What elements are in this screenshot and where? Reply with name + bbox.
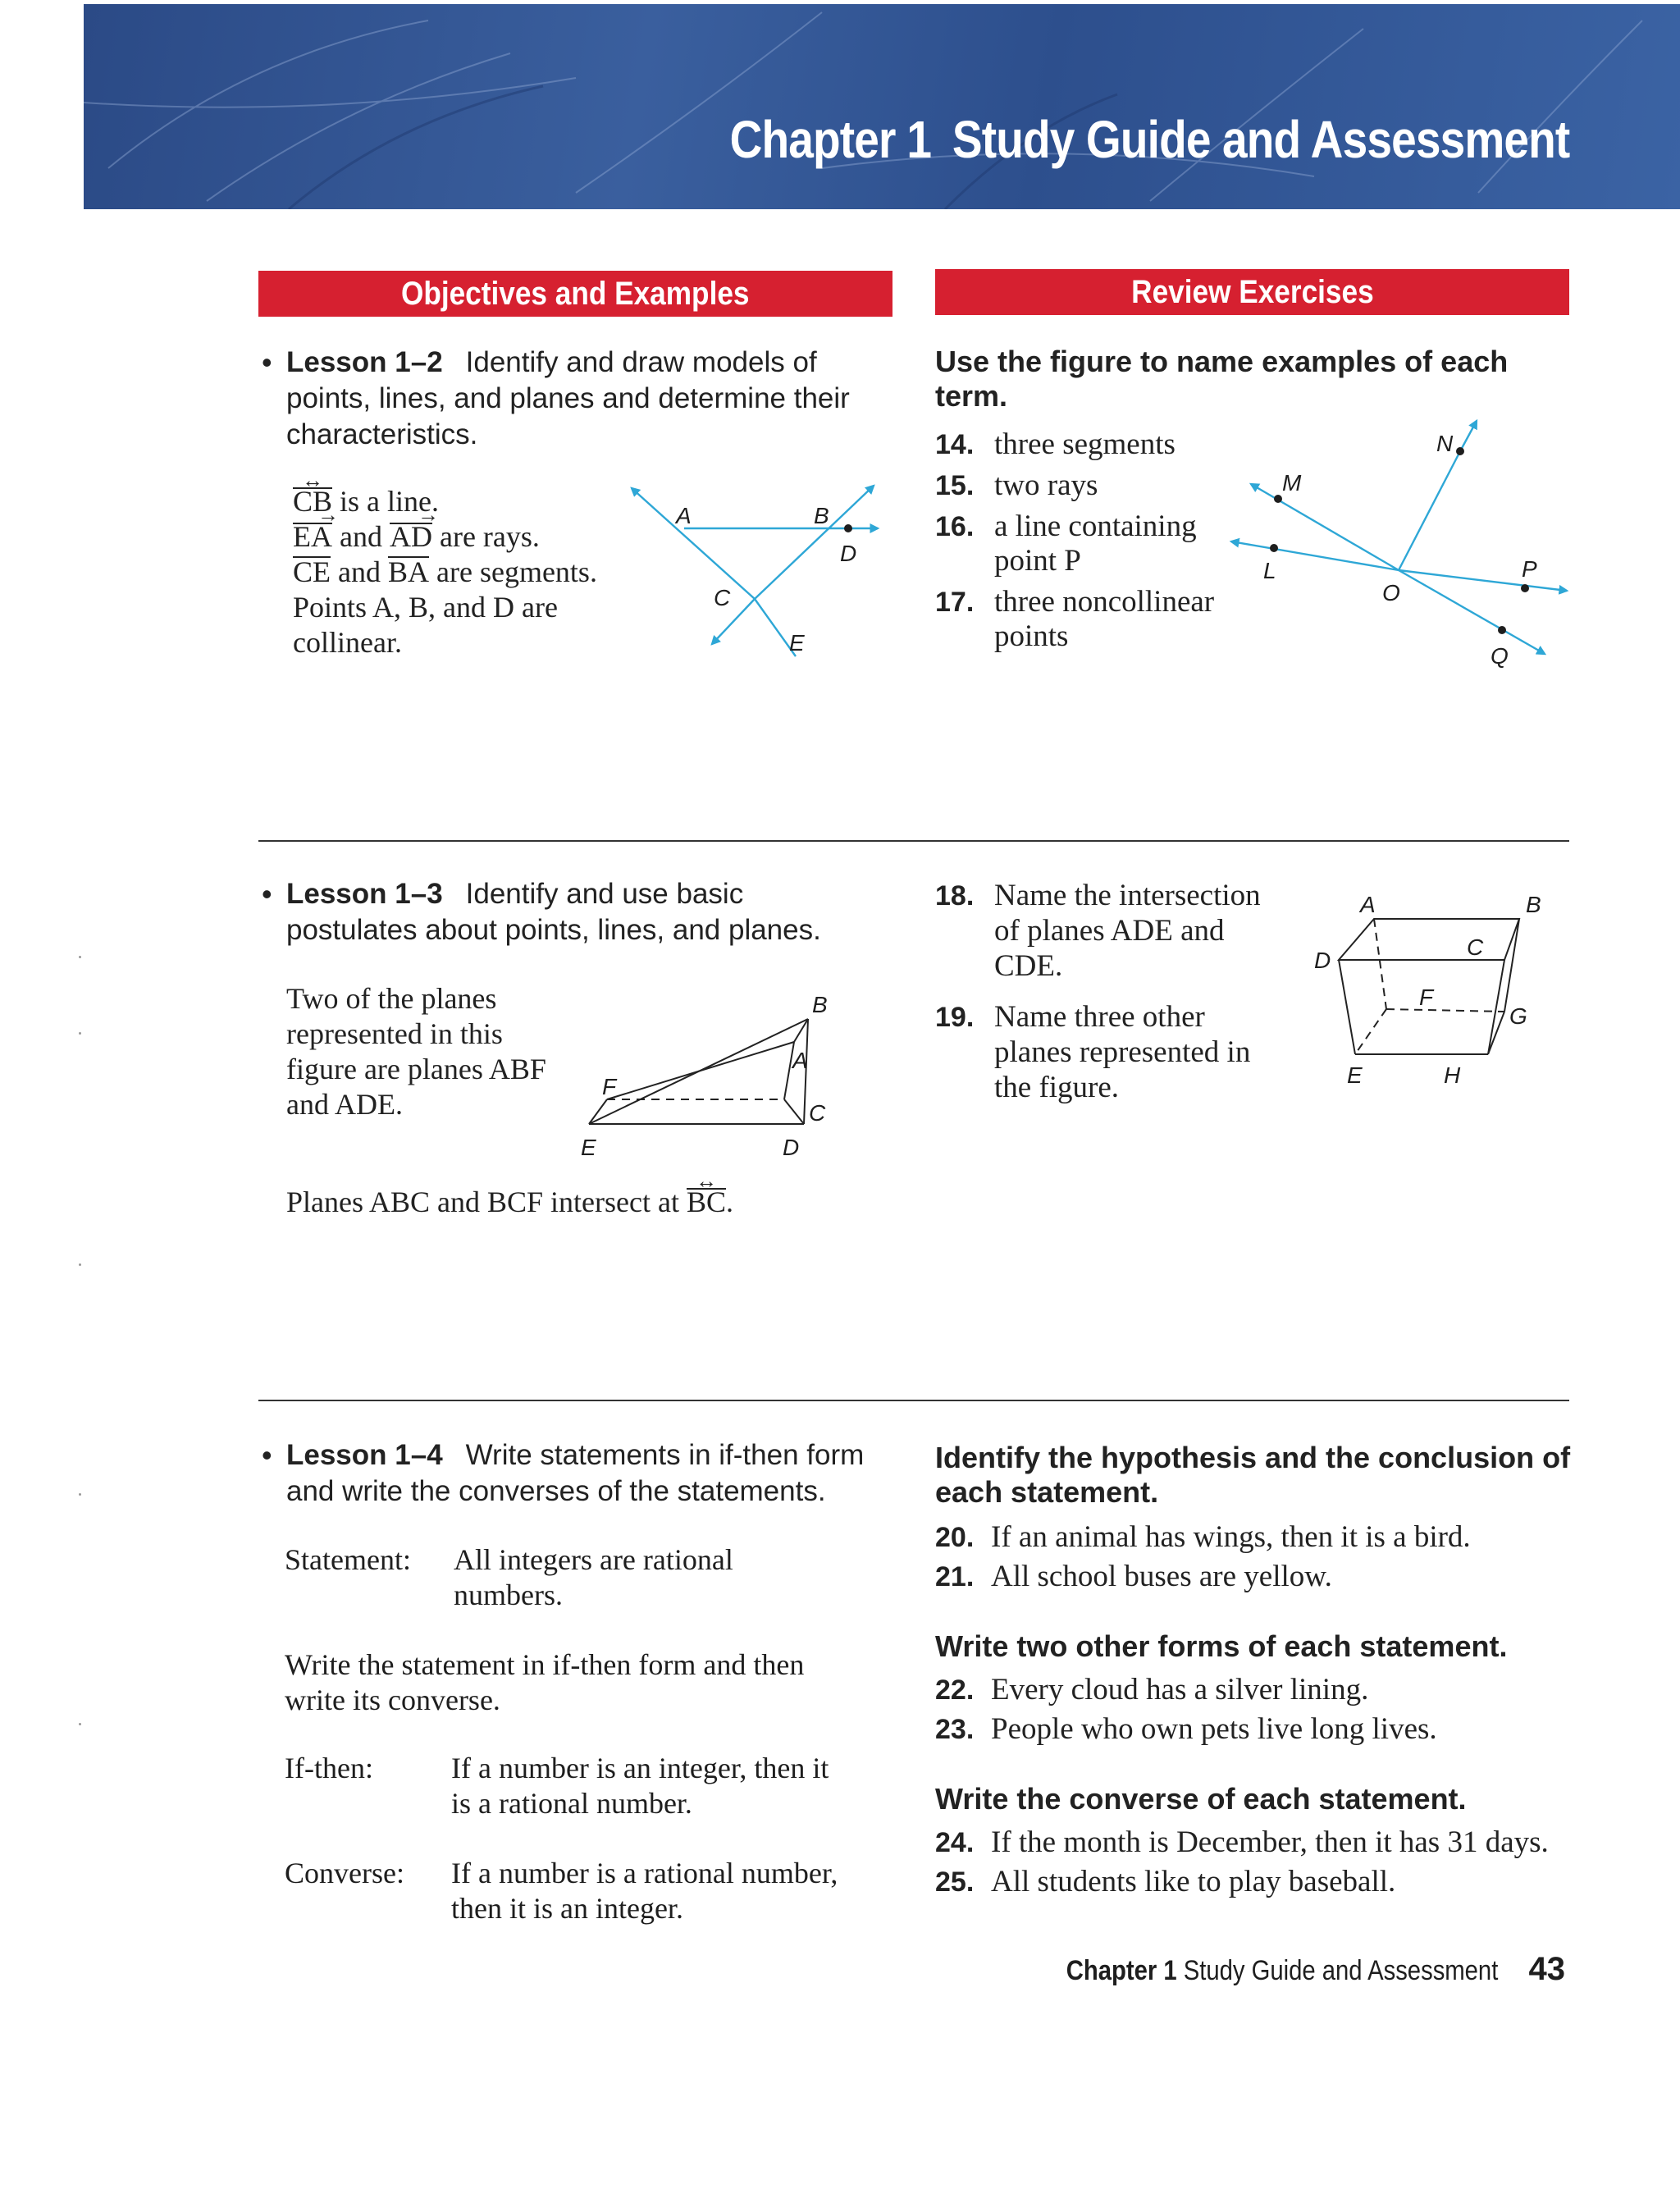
- objective-text: Write statements in if-then form and write the converses of the statements.: [286, 1439, 865, 1507]
- label-h: H: [1444, 1062, 1461, 1088]
- bullet-icon: •: [262, 877, 272, 911]
- lesson-1-3-objective: [262, 876, 877, 948]
- converse-label: Converse:: [285, 1857, 404, 1889]
- margin-mark: [79, 1493, 81, 1496]
- statement-line: numbers.: [454, 1579, 563, 1611]
- label-a: A: [792, 1048, 808, 1073]
- line-cb: CB ↔: [293, 484, 332, 519]
- figure-lines-rays: [623, 476, 894, 665]
- label-n: N: [1436, 431, 1454, 456]
- exercise-number: 20.: [935, 1522, 975, 1553]
- example-line: represented in this: [286, 1017, 503, 1050]
- label-l: L: [1263, 558, 1276, 583]
- exercise-number: 17.: [935, 587, 975, 618]
- exercise-18: [935, 878, 1312, 986]
- margin-mark: [79, 1723, 81, 1725]
- label-p: P: [1522, 556, 1537, 582]
- example-line: [293, 519, 597, 555]
- banner-title-rest: Study Guide and Assessment: [952, 110, 1569, 169]
- exercise-23: [935, 1711, 1591, 1748]
- label-m: M: [1282, 470, 1302, 496]
- exercise-text: If an animal has wings, then it is a bird.: [991, 1520, 1471, 1554]
- figure-prism: [1304, 886, 1550, 1091]
- example-text: .: [726, 1186, 733, 1218]
- exercise-text: People who own pets live long lives.: [991, 1712, 1437, 1746]
- footer-title: Study Guide and Assessment: [1183, 1955, 1499, 1986]
- lesson-1-2-example: [293, 484, 597, 660]
- converse-line: then it is an integer.: [451, 1892, 683, 1925]
- margin-mark: [79, 956, 81, 958]
- lesson-1-3-bottom: [286, 1185, 733, 1220]
- statement-text: [454, 1542, 733, 1613]
- instruction-text: [285, 1647, 804, 1718]
- exercise-number: 25.: [935, 1866, 975, 1898]
- page-footer: [996, 1951, 1565, 1988]
- chapter-banner: [84, 4, 1680, 209]
- exercise-text: a line containing: [994, 509, 1197, 543]
- example-text: are segments.: [429, 555, 597, 588]
- segment-ba: BA: [388, 555, 430, 588]
- exercise-text: points: [994, 619, 1069, 653]
- banner-texture: [84, 4, 1680, 209]
- page-number: 43: [1528, 1951, 1565, 1987]
- exercise-text: Every cloud has a silver lining.: [991, 1673, 1369, 1706]
- exercise-text: All school buses are yellow.: [991, 1560, 1332, 1593]
- exercise-24: [935, 1825, 1591, 1861]
- example-line: [293, 555, 597, 590]
- example-line: and ADE.: [286, 1088, 403, 1121]
- margin-mark: [79, 1032, 81, 1035]
- example-line: Two of the planes: [286, 982, 497, 1015]
- exercise-22: [935, 1672, 1591, 1708]
- exercise-number: 23.: [935, 1714, 975, 1745]
- label-d: D: [783, 1135, 800, 1160]
- label-c: C: [1467, 934, 1484, 960]
- example-line: collinear.: [293, 626, 402, 659]
- label-e: E: [581, 1135, 596, 1160]
- exercise-number: 18.: [935, 880, 975, 911]
- exercise-number: 16.: [935, 511, 975, 542]
- footer-chapter: Chapter 1: [1066, 1955, 1177, 1986]
- exercise-number: 14.: [935, 429, 975, 460]
- example-text: are rays.: [431, 520, 540, 553]
- example-line: Points A, B, and D are: [293, 591, 558, 624]
- review-3-instruction-c: Write the converse of each statement.: [935, 1782, 1467, 1816]
- example-text: and: [331, 555, 388, 588]
- label-o: O: [1382, 580, 1400, 605]
- section-divider: [258, 840, 1569, 842]
- objective-text: Identify and use basic postulates about points, lines, and planes.: [286, 878, 821, 946]
- exercise-number: 24.: [935, 1827, 975, 1858]
- exercise-text: three segments: [994, 427, 1176, 461]
- label-q: Q: [1491, 643, 1509, 669]
- segment-ce: CE: [293, 555, 331, 588]
- ifthen-label: If-then:: [285, 1752, 373, 1784]
- ray-ad: AD →: [390, 519, 432, 555]
- review-header: Review Exercises: [935, 269, 1569, 315]
- label-f: F: [602, 1074, 617, 1099]
- exercise-number: 22.: [935, 1674, 975, 1706]
- exercise-text: two rays: [994, 468, 1098, 502]
- banner-chapter-number: 1: [906, 110, 931, 169]
- label-b: B: [812, 992, 828, 1017]
- exercise-text: Name three other: [994, 1000, 1205, 1034]
- exercise-number: 15.: [935, 470, 975, 501]
- review-1-instruction: Use the figure to name examples of each term.: [935, 345, 1509, 413]
- label-d: D: [840, 541, 857, 566]
- lesson-label: Lesson 1–3: [286, 878, 443, 910]
- label-c: C: [809, 1100, 826, 1126]
- review-3-instruction-b: Write two other forms of each statement.: [935, 1629, 1508, 1663]
- margin-mark: [79, 1263, 81, 1266]
- converse-line: If a number is a rational number,: [451, 1857, 838, 1889]
- line-bc: BC ↔: [687, 1185, 726, 1220]
- exercise-20: [935, 1519, 1591, 1556]
- objectives-header: Objectives and Examples: [258, 271, 892, 317]
- ifthen-line: is a rational number.: [451, 1787, 692, 1820]
- label-g: G: [1509, 1003, 1527, 1029]
- lesson-label: Lesson 1–2: [286, 346, 443, 378]
- figure-review-points: [1226, 418, 1579, 673]
- lesson-label: Lesson 1–4: [286, 1439, 443, 1471]
- lesson-1-3-example: [286, 981, 546, 1122]
- label-b: B: [1526, 892, 1541, 917]
- exercise-text: Name the intersection: [994, 879, 1261, 912]
- lesson-1-4-objective: [262, 1437, 893, 1510]
- exercise-text: point P: [994, 544, 1081, 578]
- example-text: Planes ABC and BCF intersect at: [286, 1186, 687, 1218]
- banner-title: [729, 109, 1569, 170]
- exercise-text: CDE.: [994, 949, 1063, 983]
- exercise-text: All students like to play baseball.: [991, 1865, 1396, 1898]
- banner-chapter-word: Chapter: [729, 110, 896, 169]
- section-divider: [258, 1400, 1569, 1401]
- exercise-text: planes represented in: [994, 1035, 1251, 1069]
- label-e: E: [1347, 1062, 1363, 1088]
- example-text: and: [332, 520, 390, 553]
- lesson-1-2-objective: [262, 345, 877, 453]
- exercise-text: of planes ADE and: [994, 914, 1225, 948]
- example-text: is a line.: [332, 485, 440, 518]
- exercise-25: [935, 1864, 1591, 1900]
- bullet-icon: •: [262, 345, 272, 379]
- instruction-line: write its converse.: [285, 1684, 500, 1716]
- exercise-number: 21.: [935, 1561, 975, 1592]
- exercise-number: 19.: [935, 1002, 975, 1033]
- label-a: A: [1360, 892, 1376, 917]
- label-b: B: [814, 503, 829, 528]
- label-e: E: [789, 630, 805, 656]
- exercise-21: [935, 1559, 1591, 1595]
- exercise-19: [935, 999, 1312, 1108]
- figure-wedge: [574, 985, 853, 1165]
- ifthen-line: If a number is an integer, then it: [451, 1752, 829, 1784]
- review-3-instruction-a: Identify the hypothesis and the conclusion of each statement.: [935, 1441, 1571, 1509]
- objective-text: Identify and draw models of points, lines, and planes and determine their characteristics.: [286, 346, 850, 450]
- example-line: figure are planes ABF: [286, 1053, 546, 1085]
- statement-line: All integers are rational: [454, 1543, 733, 1576]
- statement-label: Statement:: [285, 1543, 411, 1576]
- instruction-line: Write the statement in if-then form and then: [285, 1648, 805, 1681]
- ray-ea: EA →: [293, 519, 332, 555]
- ifthen-text: [451, 1751, 829, 1821]
- label-f: F: [1419, 985, 1434, 1010]
- exercise-text: three noncollinear: [994, 585, 1215, 619]
- bullet-icon: •: [262, 1438, 272, 1472]
- label-a: A: [676, 503, 692, 528]
- exercise-text: If the month is December, then it has 31 days.: [991, 1825, 1549, 1859]
- label-c: C: [714, 585, 731, 610]
- converse-text: [451, 1856, 838, 1926]
- exercise-text: the figure.: [994, 1071, 1120, 1104]
- label-d: D: [1314, 948, 1331, 973]
